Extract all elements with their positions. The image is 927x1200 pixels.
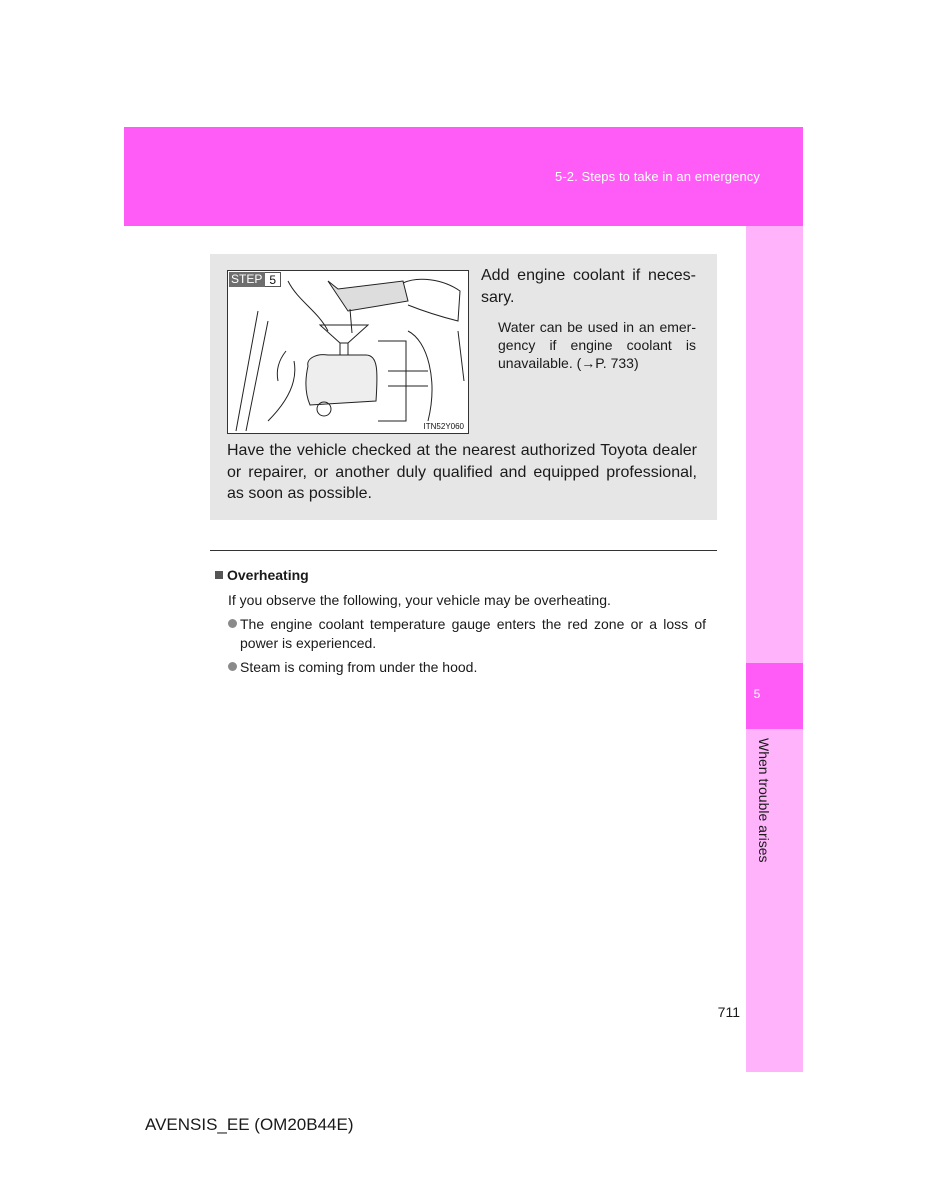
coolant-illustration bbox=[227, 270, 469, 434]
step-number: 5 bbox=[265, 272, 281, 287]
list-item bbox=[228, 615, 706, 652]
square-icon bbox=[215, 571, 223, 579]
list-item bbox=[228, 658, 706, 677]
overheating-heading-text: Overheating bbox=[227, 567, 309, 583]
chapter-number: 5 bbox=[753, 687, 761, 701]
figure-code: ITN52Y060 bbox=[423, 422, 464, 431]
page-number: 711 bbox=[717, 1004, 740, 1020]
step-title: Add engine coolant if neces-sary. bbox=[481, 267, 696, 306]
section-divider bbox=[210, 550, 717, 551]
step-label: STEP bbox=[229, 272, 265, 287]
dot-icon bbox=[228, 662, 237, 671]
chapter-side-tab[interactable] bbox=[746, 226, 803, 1072]
step-box bbox=[210, 254, 717, 520]
overheating-intro: If you observe the following, your vehicle may be overheating. bbox=[228, 592, 611, 608]
step-badge bbox=[229, 272, 281, 287]
dealer-check-paragraph: Have the vehicle checked at the nearest authorized Toyota dealer or repairer, or another duly qualified and equipped professional, as soon as possible. bbox=[227, 442, 697, 502]
list-item-text: The engine coolant temperature gauge enters the red zone or a loss of power is experienced. bbox=[240, 616, 706, 651]
chapter-label: When trouble arises bbox=[756, 738, 772, 863]
dot-icon bbox=[228, 619, 237, 628]
section-title: 5-2. Steps to take in an emergency bbox=[554, 169, 760, 184]
step-note: Water can be used in an emer-gency if engine coolant is unavailable. (→P. 733) bbox=[498, 319, 696, 371]
list-item-text: Steam is coming from under the hood. bbox=[240, 659, 478, 675]
footer-manual-code: AVENSIS_EE (OM20B44E) bbox=[145, 1115, 354, 1134]
overheating-heading bbox=[215, 567, 309, 583]
engine-bay-drawing bbox=[228, 271, 468, 433]
chapter-header-band bbox=[124, 127, 803, 226]
active-chapter-marker[interactable] bbox=[746, 663, 803, 729]
